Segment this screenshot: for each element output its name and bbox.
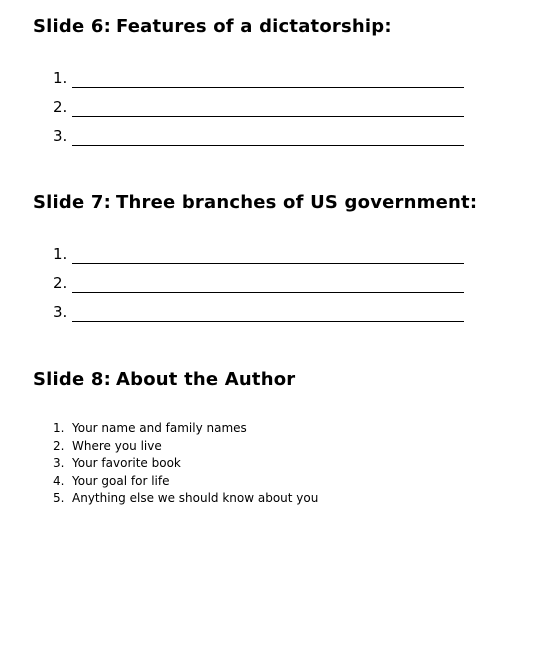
list-item-text: Your name and family names	[72, 421, 247, 435]
slide-8-label: Slide 8:	[33, 369, 111, 390]
slide-6-label: Slide 6:	[33, 16, 111, 37]
slide-7-heading	[33, 192, 477, 213]
blank-number: 1.	[53, 245, 68, 263]
list-item	[53, 490, 318, 508]
answer-line	[72, 145, 464, 146]
slide-6-blank-2[interactable]	[53, 97, 464, 117]
slide-7-blank-1[interactable]	[53, 244, 464, 264]
list-item	[53, 473, 318, 491]
slide-7-title: Three branches of US government:	[116, 192, 478, 213]
blank-number: 3.	[53, 127, 68, 145]
list-item	[53, 420, 318, 438]
blank-number: 3.	[53, 303, 68, 321]
blank-number: 2.	[53, 274, 68, 292]
list-item-number: 5.	[53, 491, 65, 505]
slide-6-blank-3[interactable]	[53, 126, 464, 146]
list-item-text: Anything else we should know about you	[72, 491, 319, 505]
blank-number: 2.	[53, 98, 68, 116]
list-item-text: Your goal for life	[72, 473, 170, 488]
slide-7-label: Slide 7:	[33, 192, 111, 213]
list-item-text: Your favorite book	[72, 456, 181, 470]
answer-line	[72, 116, 464, 117]
list-item-number: 4.	[53, 473, 65, 488]
slide-7-blank-3[interactable]	[53, 302, 464, 322]
slide-8-title: About the Author	[116, 369, 296, 390]
list-item	[53, 455, 318, 473]
answer-line	[72, 321, 464, 322]
list-item-number: 2.	[53, 438, 65, 453]
slide-6-title: Features of a dictatorship:	[116, 16, 392, 37]
list-item-number: 1.	[53, 421, 65, 435]
author-info-list	[53, 420, 318, 508]
answer-line	[72, 263, 464, 264]
slide-6-blank-1[interactable]	[53, 68, 464, 88]
slide-6-heading	[33, 16, 392, 37]
list-item-text: Where you live	[72, 438, 162, 453]
list-item-number: 3.	[53, 456, 65, 470]
slide-7-blank-2[interactable]	[53, 273, 464, 293]
answer-line	[72, 87, 464, 88]
blank-number: 1.	[53, 69, 68, 87]
slide-8-heading	[33, 369, 295, 390]
list-item	[53, 438, 318, 456]
answer-line	[72, 292, 464, 293]
